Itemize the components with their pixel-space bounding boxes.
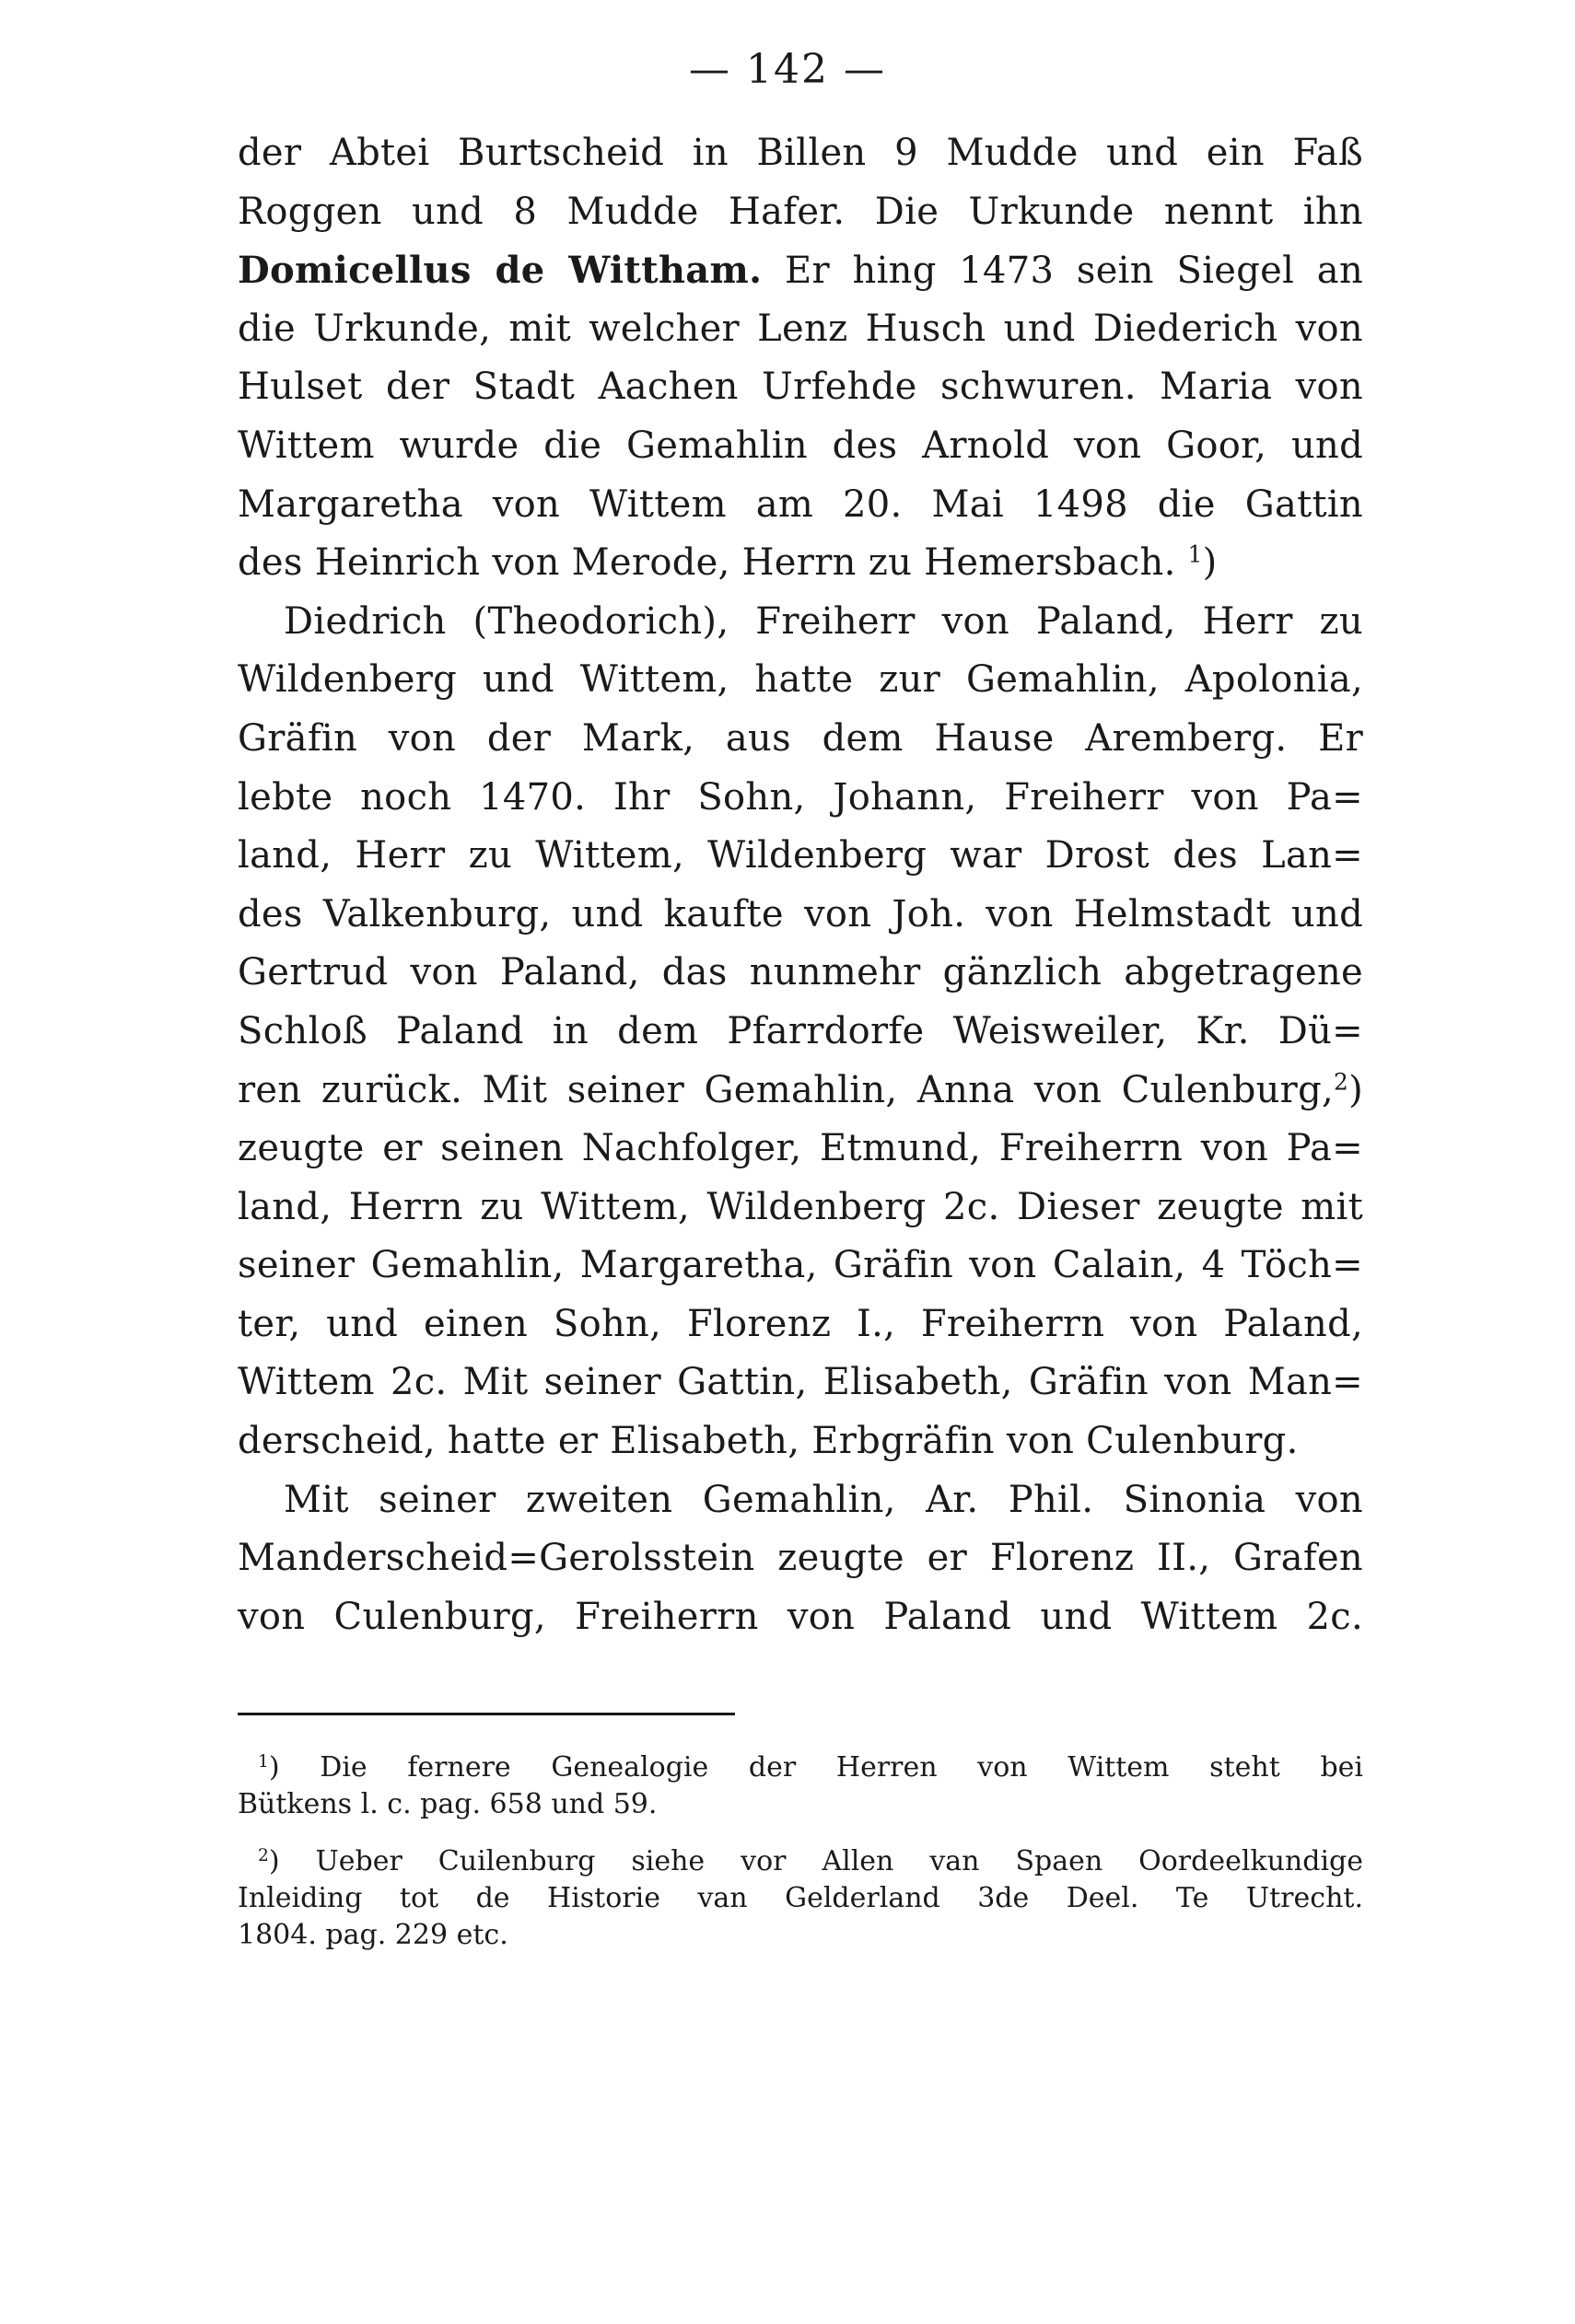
latin-name: Domicellus de Wittham. — [238, 249, 763, 293]
footnotes — [238, 1749, 1363, 1954]
footnote-2-line — [238, 1843, 1363, 1880]
text-line: Roggen und 8 Mudde Hafer. Die Urkunde nennt ihn — [238, 190, 1363, 233]
text-line: Margaretha von Wittem am 20. Mai 1498 die Gattin — [238, 482, 1363, 526]
footnote-2-line: 1804. pag. 229 etc. — [238, 1919, 508, 1951]
text-line — [238, 241, 1363, 300]
text-line: lebte noch 1470. Ihr Sohn, Johann, Freiherr von Pa= — [238, 775, 1363, 819]
footnote-ref-1: 1 — [1187, 540, 1203, 568]
text-line: Wittem 2c. Mit seiner Gattin, Elisabeth, Gräfin von Man= — [238, 1361, 1363, 1404]
text-line: die Urkunde, mit welcher Lenz Husch und Diederich von — [238, 307, 1363, 350]
footnote-text: ) Ueber Cuilenburg siehe vor Allen van Spaen Oordeelkundige — [268, 1845, 1363, 1877]
text-line: des Valkenburg, und kaufte von Joh. von Helmstadt und — [238, 892, 1363, 935]
text-line: Mit seiner zweiten Gemahlin, Ar. Phil. Sinonia von — [284, 1478, 1363, 1521]
footnote-2-line: Inleiding tot de Historie van Gelderland 3de Deel. Te Utrecht. — [238, 1882, 1363, 1914]
footnote-marker-1: 1 — [258, 1751, 269, 1772]
text-line: zeugte er seinen Nachfolger, Etmund, Freiherrn von Pa= — [238, 1127, 1363, 1170]
text-line: derscheid, hatte er Elisabeth, Erbgräfin von Culenburg. — [238, 1420, 1299, 1463]
text-line: ter, und einen Sohn, Florenz I., Freiherrn von Paland, — [238, 1302, 1363, 1345]
footnote-divider — [238, 1713, 735, 1715]
footnote-1-line — [238, 1749, 1363, 1786]
text-run: ) — [1202, 541, 1218, 585]
text-run: Er hing 1473 sein Siegel an — [762, 250, 1364, 293]
text-line: seiner Gemahlin, Margaretha, Gräfin von Calain, 4 Töch= — [238, 1244, 1363, 1287]
text-line: land, Herrn zu Wittem, Wildenberg 2c. Dieser zeugte mit — [238, 1185, 1363, 1228]
text-line: der Abtei Burtscheid in Billen 9 Mudde und ein Faß — [238, 132, 1363, 174]
text-line: Gräfin von der Mark, aus dem Hause Aremberg. Er — [238, 716, 1363, 760]
footnote-marker-2: 2 — [258, 1845, 269, 1865]
text-run: des Heinrich von Merode, Herrn zu Hemersbach. — [238, 541, 1176, 585]
text-line — [238, 534, 1363, 593]
text-line: Wildenberg und Wittem, hatte zur Gemahlin, Apolonia, — [238, 658, 1363, 702]
main-text — [238, 124, 1363, 1646]
footnote-text: ) Die fernere Genealogie der Herren von Wittem steht bei — [268, 1751, 1363, 1784]
text-line: Wittem wurde die Gemahlin des Arnold von Goor, und — [238, 424, 1363, 467]
text-line: Hulset der Stadt Aachen Urfehde schwuren. Maria von — [238, 366, 1363, 409]
footnote-ref-2: 2 — [1334, 1067, 1349, 1095]
page-number: — 142 — — [689, 46, 886, 93]
text-line: Diedrich (Theodorich), Freiherr von Paland, Herr zu — [284, 599, 1363, 643]
text-run: ren zurück. Mit seiner Gemahlin, Anna von Culenburg, — [238, 1068, 1335, 1111]
text-line: von Culenburg, Freiherrn von Paland und Wittem 2c. — [238, 1595, 1363, 1638]
text-line: Schloß Paland in dem Pfarrdorfe Weisweiler, Kr. Dü= — [238, 1009, 1363, 1052]
text-run: ) — [1348, 1068, 1363, 1111]
text-line: land, Herr zu Wittem, Wildenberg war Drost des Lan= — [238, 834, 1363, 877]
text-line: Gertrud von Paland, das nunmehr gänzlich abgetragene — [238, 951, 1363, 994]
text-line: Manderscheid=Gerolsstein zeugte er Florenz II., Grafen — [238, 1537, 1363, 1580]
footnote-1-line: Bütkens l. c. pag. 658 und 59. — [238, 1788, 658, 1820]
text-line — [238, 1062, 1363, 1121]
